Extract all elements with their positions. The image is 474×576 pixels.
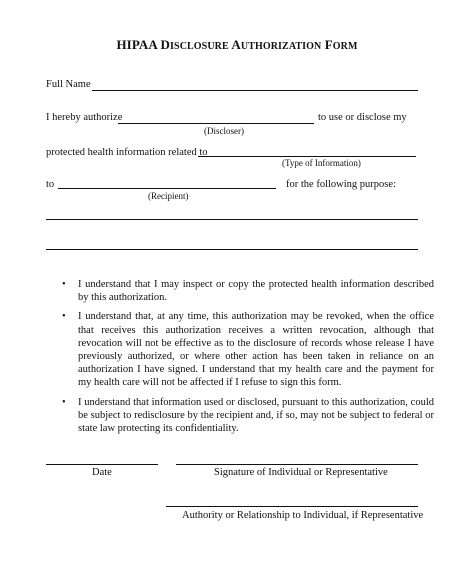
info-type-line	[198, 156, 416, 157]
authority-input[interactable]	[168, 493, 416, 505]
to-label: to	[46, 179, 55, 190]
full-name-input[interactable]	[94, 77, 416, 89]
title-part-3-sc: ORM	[332, 41, 358, 52]
title-part-1-sc: ISCLOSURE	[170, 41, 229, 52]
authority-line	[166, 506, 418, 507]
discloser-caption: (Discloser)	[204, 126, 244, 136]
statements-list	[62, 278, 434, 441]
title-part-3: F	[324, 37, 333, 52]
statement-item	[62, 310, 434, 389]
signature-label: Signature of Individual or Representative	[214, 467, 388, 478]
purpose-input-1[interactable]	[48, 206, 416, 218]
statement-item	[62, 278, 434, 304]
title-part-1: D	[160, 37, 171, 52]
statement-text: • I understand that information used or disclosed, pursuant to this authorization, could be subject to redisclosure by the recipient and, if so, may not be subject to federal or state law protecting its confidentiality.	[78, 396, 434, 435]
date-line	[46, 464, 158, 465]
purpose-line-1	[46, 219, 418, 220]
signature-input[interactable]	[178, 451, 416, 463]
authorize-label: I hereby authorize	[46, 112, 123, 123]
authorize-suffix: to use or disclose my	[318, 112, 407, 123]
title-hipaa: HIPAA	[116, 37, 158, 52]
purpose-input-2[interactable]	[48, 236, 416, 248]
purpose-label: for the following purpose:	[286, 179, 396, 190]
date-label: Date	[92, 467, 112, 478]
recipient-input[interactable]	[60, 175, 274, 187]
full-name-label: Full Name	[46, 79, 91, 90]
recipient-caption: (Recipient)	[148, 191, 189, 201]
date-input[interactable]	[48, 451, 156, 463]
statement-text: • I understand that I may inspect or copy the protected health information described by this authorization.	[78, 279, 434, 304]
discloser-input[interactable]	[120, 110, 312, 122]
recipient-line	[58, 188, 276, 189]
info-type-input[interactable]	[200, 143, 414, 155]
full-name-line	[92, 90, 418, 91]
discloser-line	[118, 123, 314, 124]
phi-label: protected health information related to	[46, 147, 208, 158]
form-title	[0, 37, 474, 53]
type-caption: (Type of Information)	[282, 158, 361, 168]
authority-label: Authority or Relationship to Individual, if Representative	[182, 510, 424, 521]
signature-line	[176, 464, 418, 465]
purpose-line-2	[46, 249, 418, 250]
title-part-2-sc: UTHORIZATION	[240, 41, 322, 52]
statement-text: • I understand that, at any time, this authorization may be revoked, when the office that receives this authorization receives a written revocation, although that revocation will not be effective as to the disclosure of records whose release I have previously authorized, or where other action has been taken in reliance on an authorization I have signed. I understand that my health care and the payment for my health care will not be affected if I refuse to sign this form.	[78, 311, 434, 389]
title-part-2: A	[231, 37, 241, 52]
statement-item	[62, 396, 434, 436]
